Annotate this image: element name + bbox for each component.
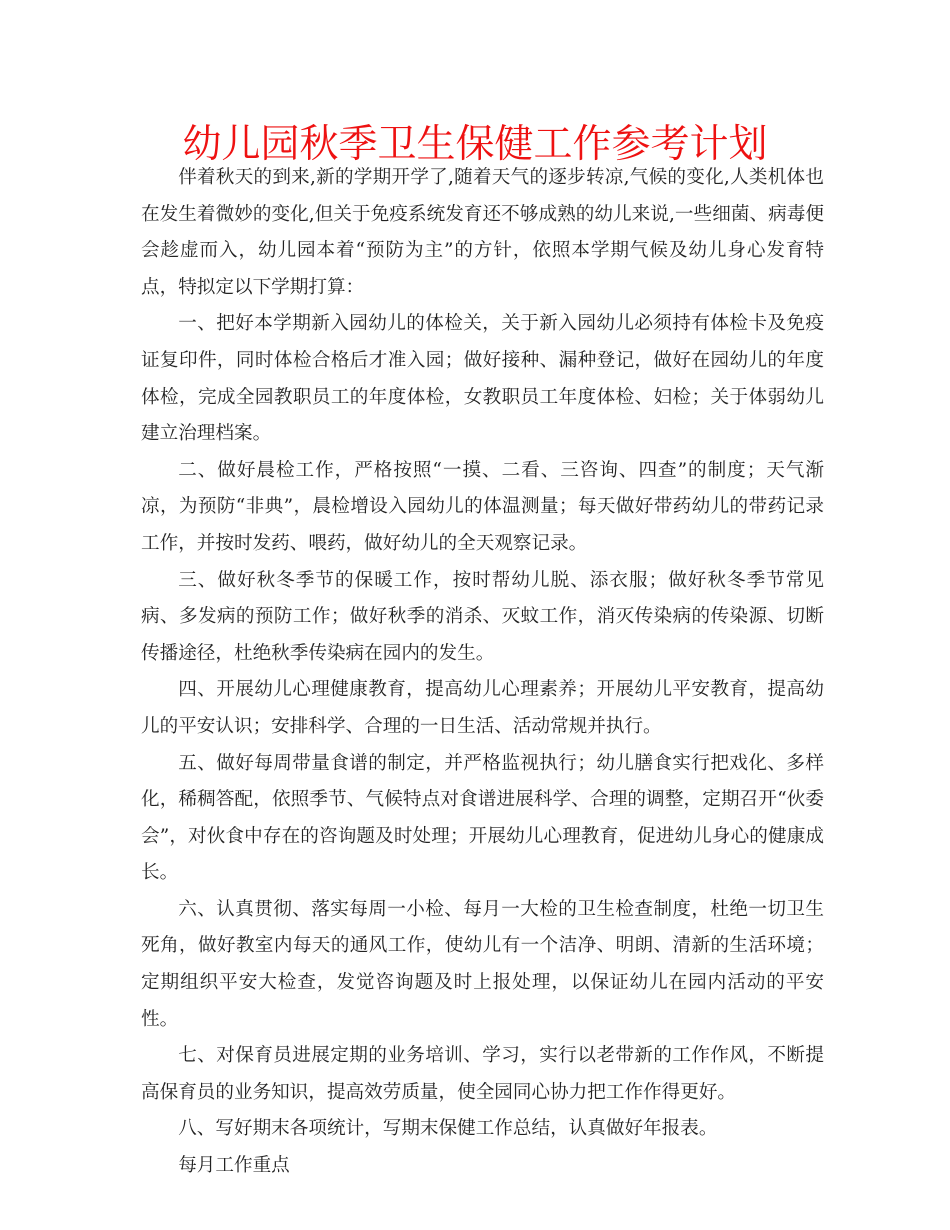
- section-5-paragraph: 五、做好每周带量食谱的制定，并严格监视执行；幼儿膳食实行把戏化、多样化，稀稠答配，依照季节、气候特点对食谱进展科学、合理的调整，定期召开“伙委会”，对伙食中存在的咨询题及时处理；开展幼儿心理教育，促进幼儿身心的健康成长。: [141, 752, 824, 884]
- document-body: [141, 160, 824, 1185]
- section-3-paragraph: 三、做好秋冬季节的保暖工作，按时帮幼儿脱、添衣服；做好秋冬季节常见病、多发病的预防工作；做好秋季的消杀、灭蚊工作，消灭传染病的传染源、切断传播途径，杜绝秋季传染病在园内的发生。: [141, 569, 824, 664]
- document-title: 幼儿园秋季卫生保健工作参考计划: [182, 122, 768, 167]
- section-8-paragraph: 八、写好期末各项统计，写期末保健工作总结，认真做好年报表。: [178, 1118, 718, 1140]
- section-1-paragraph: 一、把好本学期新入园幼儿的体检关，关于新入园幼儿必须持有体检卡及免疫证复印件，同时体检合格后才准入园；做好接种、漏种登记，做好在园幼儿的年度体检，完成全园教职员工的年度体检，女教职员工年度体检、妇检；关于体弱幼儿建立治理档案。: [141, 313, 824, 445]
- section-7-paragraph: 七、对保育员进展定期的业务培训、学习，实行以老带新的工作作风，不断提高保育员的业务知识，提高效劳质量，使全园同心协力把工作作得更好。: [141, 1045, 824, 1103]
- monthly-focus-heading: 每月工作重点: [178, 1155, 290, 1177]
- section-2-paragraph: 二、做好晨检工作，严格按照“一摸、二看、三咨询、四查”的制度；天气渐凉，为预防“非典”，晨检增设入园幼儿的体温测量；每天做好带药幼儿的带药记录工作，并按时发药、喂药，做好幼儿的全天观察记录。: [141, 459, 824, 554]
- section-6-paragraph: 六、认真贯彻、落实每周一小检、每月一大检的卫生检查制度，杜绝一切卫生死角，做好教室内每天的通风工作，使幼儿有一个洁净、明朗、清新的生活环境；定期组织平安大检查，发觉咨询题及时上报处理，以保证幼儿在园内活动的平安性。: [141, 898, 824, 1030]
- intro-paragraph: 伴着秋天的到来,新的学期开学了,随着天气的逐步转凉,气候的变化,人类机体也在发生着微妙的变化,但关于免疫系统发育还不够成熟的幼儿来说,一些细菌、病毒便会趁虚而入，幼儿园本着“预防为主”的方针，依照本学期气候及幼儿身心发育特点，特拟定以下学期打算：: [141, 167, 824, 298]
- section-4-paragraph: 四、开展幼儿心理健康教育，提高幼儿心理素养；开展幼儿平安教育，提高幼儿的平安认识；安排科学、合理的一日生活、活动常规并执行。: [141, 679, 824, 737]
